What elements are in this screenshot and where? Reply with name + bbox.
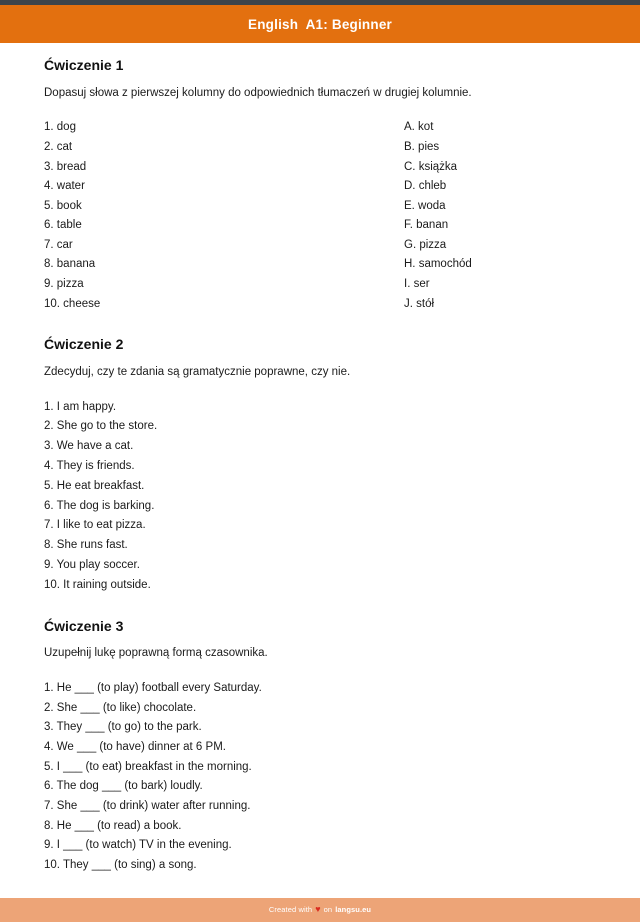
exercise-1-matching-columns (44, 118, 596, 314)
list-item: 3. We have a cat. (44, 440, 134, 453)
list-item: 4. They is friends. (44, 459, 135, 472)
list-item: 5. I ___ (to eat) breakfast in the morning. (44, 760, 252, 773)
exercise-1-title: Ćwiczenie 1 (44, 57, 124, 73)
list-item: 10. They ___ (to sing) a song. (44, 859, 197, 872)
list-item: 9. I ___ (to watch) TV in the evening. (44, 839, 232, 852)
exercise-3-title: Ćwiczenie 3 (44, 617, 124, 634)
list-item: 8. banana (44, 258, 96, 271)
list-item: 7. She ___ (to drink) water after running. (44, 800, 251, 813)
list-item: 8. He ___ (to read) a book. (44, 819, 182, 832)
exercise-2-list (44, 398, 596, 596)
exercise-2-instruction: Zdecyduj, czy te zdania są gramatycznie poprawne, czy nie. (44, 366, 351, 379)
list-item: 2. cat (44, 140, 73, 153)
page-header (0, 5, 640, 43)
list-item: 1. I am happy. (44, 400, 117, 413)
worksheet-content (0, 43, 640, 898)
list-item: C. książka (404, 160, 458, 173)
list-item: 2. She ___ (to like) chocolate. (44, 701, 197, 714)
list-item: E. woda (404, 199, 446, 212)
list-item: 8. She runs fast. (44, 539, 128, 552)
brand-link[interactable]: langsu.eu (335, 905, 372, 915)
page-footer (0, 898, 640, 922)
list-item: 10. It raining outside. (44, 578, 151, 591)
heart-icon: ♥ (315, 904, 321, 915)
footer-prefix-label: Created with (268, 905, 313, 915)
list-item: 6. The dog is barking. (44, 499, 155, 512)
list-item: 7. I like to eat pizza. (44, 519, 146, 532)
exercise-1-left-column (44, 118, 404, 314)
exercise-2 (44, 336, 596, 595)
list-item: 4. water (44, 180, 85, 193)
list-item: 3. They ___ (to go) to the park. (44, 721, 202, 734)
footer-middle-label: on (323, 905, 333, 915)
list-item: 9. pizza (44, 278, 84, 291)
list-item: F. banan (404, 219, 449, 232)
list-item: 1. dog (44, 121, 76, 134)
list-item: 1. He ___ (to play) football every Saturday. (44, 681, 262, 694)
page-title: English A1: Beginner (248, 16, 392, 32)
list-item: 7. car (44, 238, 73, 251)
list-item: 4. We ___ (to have) dinner at 6 PM. (44, 740, 226, 753)
list-item: 6. The dog ___ (to bark) loudly. (44, 780, 203, 793)
list-item: 6. table (44, 219, 82, 232)
list-item: G. pizza (404, 238, 447, 251)
list-item: A. kot (404, 121, 434, 134)
list-item: I. ser (404, 278, 430, 291)
list-item: B. pies (404, 140, 440, 153)
list-item: J. stół (404, 297, 435, 310)
list-item: 5. He eat breakfast. (44, 479, 145, 492)
list-item: H. samochód (404, 258, 472, 271)
exercise-3 (44, 618, 596, 876)
exercise-2-title: Ćwiczenie 2 (44, 336, 124, 353)
list-item: D. chleb (404, 180, 447, 193)
exercise-1-instruction: Dopasuj słowa z pierwszej kolumny do odpowiednich tłumaczeń w drugiej kolumnie. (44, 86, 472, 99)
exercise-1 (44, 57, 596, 314)
list-item: 2. She go to the store. (44, 420, 158, 433)
list-item: 10. cheese (44, 297, 101, 310)
exercise-3-instruction: Uzupełnij lukę poprawną formą czasownika. (44, 647, 268, 660)
exercise-3-list (44, 679, 596, 876)
list-item: 3. bread (44, 160, 87, 173)
list-item: 9. You play soccer. (44, 558, 140, 571)
list-item: 5. book (44, 199, 82, 212)
exercise-1-right-column (404, 118, 594, 314)
